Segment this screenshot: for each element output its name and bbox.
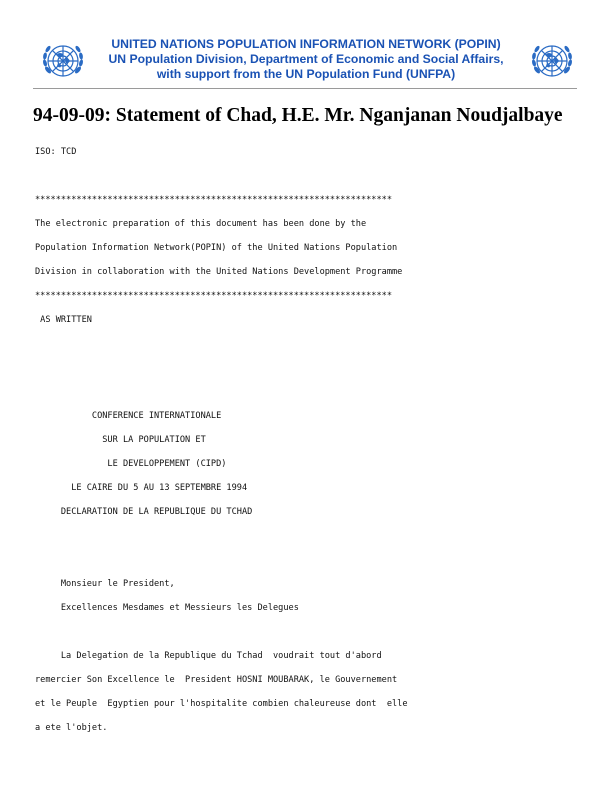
- organization-name: [92, 37, 520, 82]
- page-header: [0, 0, 612, 92]
- separator-stars-bottom: *********************************************************************: [35, 291, 392, 301]
- conference-line-1: CONFERENCE INTERNATIONALE: [35, 411, 222, 421]
- conference-line-5: DECLARATION DE LA REPUBLIQUE DU TCHAD: [35, 507, 253, 517]
- iso-code: ISO: TCD: [35, 147, 77, 157]
- salutation-line-1: Monsieur le President,: [35, 579, 175, 589]
- separator-stars-top: *********************************************************************: [35, 195, 392, 205]
- note-line-3: Division in collaboration with the United Nations Development Programme: [35, 267, 403, 277]
- conference-line-4: LE CAIRE DU 5 AU 13 SEPTEMBRE 1994: [35, 483, 248, 493]
- as-written-label: AS WRITTEN: [35, 315, 92, 325]
- un-emblem-icon: [38, 36, 88, 86]
- paragraph-line-1: La Delegation de la Republique du Tchad voudrait tout d'abord: [35, 651, 382, 661]
- org-line-1: UNITED NATIONS POPULATION INFORMATION NETWORK (POPIN): [111, 37, 501, 51]
- paragraph-line-2: remercier Son Excellence le President HOSNI MOUBARAK, le Gouvernement: [35, 675, 398, 685]
- paragraph-line-3: et le Peuple Egyptien pour l'hospitalite combien chaleureuse dont elle: [35, 699, 408, 709]
- org-line-3: with support from the UN Population Fund (UNFPA): [156, 67, 456, 81]
- un-emblem-icon: [527, 36, 577, 86]
- paragraph-line-4: a ete l'objet.: [35, 723, 108, 733]
- header-divider: [33, 88, 577, 89]
- org-line-2: UN Population Division, Department of Economic and Social Affairs,: [108, 52, 504, 66]
- page-title: 94-09-09: Statement of Chad, H.E. Mr. Nganjanan Noudjalbaye: [33, 105, 563, 126]
- conference-line-3: LE DEVELOPPEMENT (CIPD): [35, 459, 227, 469]
- conference-line-2: SUR LA POPULATION ET: [35, 435, 206, 445]
- salutation-line-2: Excellences Mesdames et Messieurs les Delegues: [35, 603, 299, 613]
- note-line-2: Population Information Network(POPIN) of the United Nations Population: [35, 243, 398, 253]
- note-line-1: The electronic preparation of this document has been done by the: [35, 219, 367, 229]
